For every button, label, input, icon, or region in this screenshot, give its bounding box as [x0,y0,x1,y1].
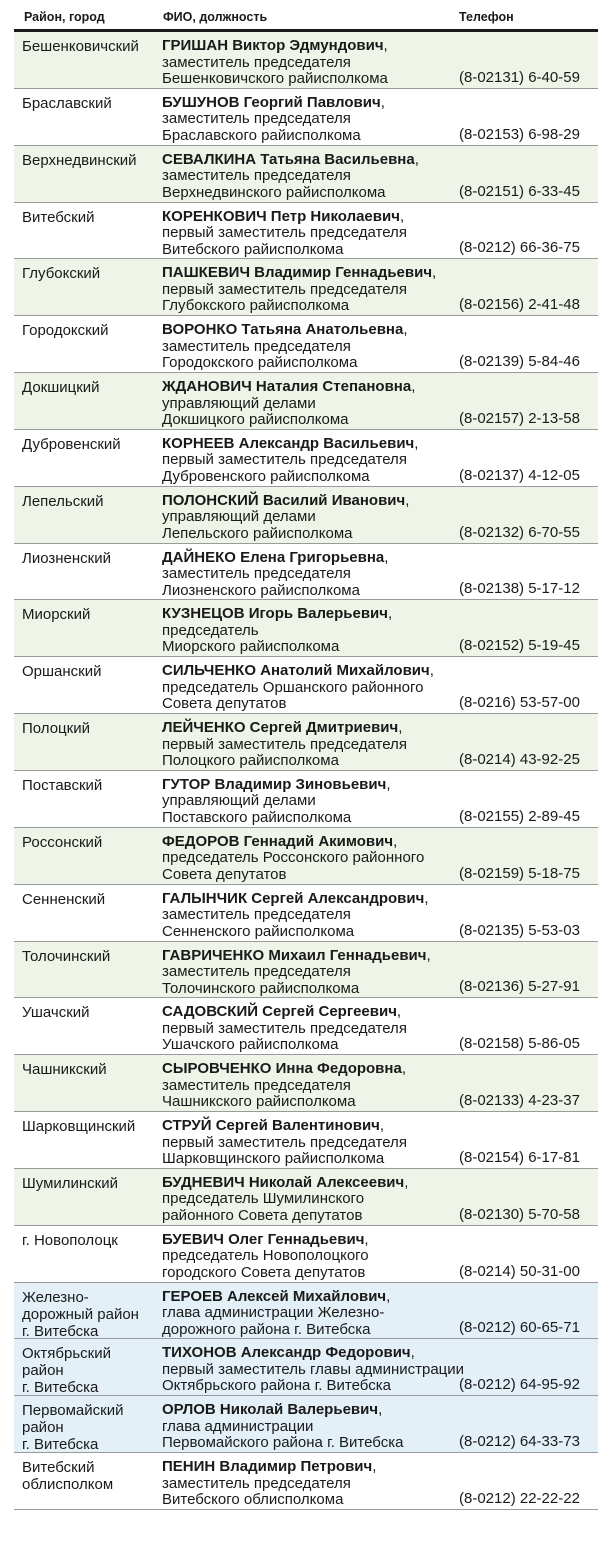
phone-cell: (8-02137) 4-12-05 [459,466,580,484]
person-name: ГУТОР Владимир Зиновьевич [162,775,387,793]
person-cell [162,1344,465,1395]
header-person: ФИО, должность [163,10,268,24]
phone-cell: (8-02151) 6-33-45 [459,182,580,200]
position-line-1: заместитель председателя [162,565,351,583]
district-cell: Поставский [22,776,103,794]
position-line-2: Поставского райисполкома [162,808,352,826]
position-line-2: дорожного района г. Витебска [162,1320,371,1338]
district-cell: Полоцкий [22,720,90,738]
person-name: СЕВАЛКИНА Татьяна Васильевна [162,150,415,168]
district-cell: Толочинский [22,947,111,965]
district-cell: Городокский [22,322,109,340]
person-name: ДАЙНЕКО Елена Григорьевна [162,548,385,566]
person-cell [162,1175,462,1225]
table-header [0,0,600,30]
name-comma: , [404,1173,409,1191]
table-row [14,771,598,828]
table-row [14,1396,598,1453]
person-name: ГАВРИЧЕНКО Михаил Геннадьевич [162,946,427,964]
position-line-1: председатель [162,621,259,639]
person-name: БУДНЕВИЧ Николай Алексеевич [162,1173,405,1191]
district-cell: Оршанский [22,663,102,681]
position-line-1: заместитель председателя [162,963,351,980]
position-line-2: Первомайского района г. Витебска [162,1434,404,1452]
person-cell [162,1118,462,1168]
table-row [14,316,598,373]
name-comma: , [384,548,389,566]
table-row [14,1283,598,1340]
phone-cell: (8-0216) 53-57-00 [459,694,580,712]
phone-cell: (8-02152) 5-19-45 [459,637,580,655]
position-line-2: Городокского райисполкома [162,354,358,372]
position-line-1: заместитель председателя [162,167,351,185]
name-comma: , [410,1344,415,1362]
position-line-2: Толочинского райисполкома [162,979,360,997]
name-comma: , [386,775,391,793]
person-cell [162,720,462,770]
phone-cell: (8-02130) 5-70-58 [459,1205,580,1223]
name-comma: , [426,946,431,964]
district-cell: Шарковщинский [22,1118,136,1136]
person-cell [162,1061,462,1111]
name-comma: , [424,889,429,907]
phone-cell: (8-02135) 5-53-03 [459,921,580,939]
table-row [14,1169,598,1226]
position-line-1: первый заместитель председателя [162,280,407,298]
position-line-2: Верхнедвинского райисполкома [162,183,386,201]
person-name: ЖДАНОВИЧ Наталия Степановна [162,378,412,396]
name-comma: , [403,321,408,339]
phone-cell: (8-0212) 22-22-22 [459,1489,580,1507]
position-line-2: городского Совета депутатов [162,1263,366,1281]
name-comma: , [364,1230,369,1248]
person-name: ОРЛОВ Николай Валерьевич [162,1401,379,1419]
phone-cell: (8-02136) 5-27-91 [459,978,580,996]
person-cell [162,1459,462,1509]
name-comma: , [411,378,416,396]
table-row [14,600,598,657]
person-name: ГЕРОЕВ Алексей Михайлович [162,1287,387,1305]
district-cell: Октябрьский район г. Витебска [22,1345,111,1397]
name-comma: , [393,832,398,850]
person-cell [162,379,462,429]
person-name: ГРИШАН Виктор Эдмундович [162,37,384,54]
district-cell: Железно- дорожный район г. Витебска [22,1288,139,1340]
person-cell [162,1289,462,1339]
position-line-2: Сенненского райисполкома [162,922,355,940]
name-comma: , [380,93,385,111]
position-line-2: Совета депутатов [162,865,287,883]
table-row [14,146,598,203]
person-cell [162,95,462,145]
district-cell: Россонский [22,833,103,851]
position-line-1: заместитель председателя [162,1474,351,1492]
position-line-2: Бешенковичского райисполкома [162,70,388,87]
position-line-2: Ушачского райисполкома [162,1036,339,1054]
person-cell [162,891,462,941]
contacts-table [14,32,598,1510]
person-name: ПОЛОНСКИЙ Василий Иванович [162,491,406,509]
position-line-2: Лепельского райисполкома [162,524,353,542]
phone-cell: (8-02156) 2-41-48 [459,296,580,314]
table-row [14,544,598,601]
table-row [14,1339,598,1396]
person-cell [162,948,462,998]
phone-cell: (8-02154) 6-17-81 [459,1148,580,1166]
name-comma: , [405,491,410,509]
phone-cell: (8-02133) 4-23-37 [459,1092,580,1110]
table-row [14,828,598,885]
person-name: ПЕНИН Владимир Петрович [162,1458,373,1476]
name-comma: , [388,605,393,623]
phone-cell: (8-02157) 2-13-58 [459,409,580,427]
position-line-2: Глубокского райисполкома [162,297,350,315]
person-cell [162,606,462,656]
position-line-1: управляющий делами [162,508,316,526]
district-cell: Браславский [22,94,112,112]
phone-cell: (8-02159) 5-18-75 [459,864,580,882]
person-name: ТИХОНОВ Александр Федорович [162,1344,411,1362]
position-line-2: Витебского облисполкома [162,1491,344,1509]
phone-cell: (8-0214) 50-31-00 [459,1262,580,1280]
person-name: КОРЕНКОВИЧ Петр Николаевич [162,207,400,225]
person-cell [162,265,462,315]
person-cell [162,777,462,827]
table-row [14,203,598,260]
position-line-1: первый заместитель председателя [162,1133,407,1151]
district-cell: Шумилинский [22,1174,119,1192]
name-comma: , [414,150,419,168]
district-cell: Миорский [22,606,91,624]
person-cell [162,1232,462,1282]
position-line-1: первый заместитель председателя [162,224,407,242]
phone-cell: (8-0214) 43-92-25 [459,750,580,768]
position-line-2: Шарковщинского райисполкома [162,1150,385,1168]
name-comma: , [386,1287,391,1305]
position-line-1: заместитель председателя [162,906,351,924]
name-comma: , [372,1458,377,1476]
district-cell: Лепельский [22,492,104,510]
person-name: ФЕДОРОВ Геннадий Акимович [162,832,394,850]
person-cell [162,1004,462,1054]
person-cell [162,209,462,259]
position-line-2: Лиозненского райисполкома [162,581,360,599]
position-line-2: Октябрьского района г. Витебска [162,1377,391,1395]
phone-cell: (8-02138) 5-17-12 [459,580,580,598]
table-row [14,1112,598,1169]
person-cell [162,663,462,713]
name-comma: , [429,662,434,680]
position-line-2: Миорского райисполкома [162,638,340,656]
header-phone: Телефон [459,10,514,24]
person-name: БУЕВИЧ Олег Геннадьевич [162,1230,365,1248]
phone-cell: (8-02131) 6-40-59 [459,68,580,86]
district-cell: Чашникский [22,1061,107,1079]
table-row [14,1055,598,1112]
position-line-2: районного Совета депутатов [162,1206,363,1224]
person-cell [162,493,462,543]
table-row [14,430,598,487]
position-line-2: Браславского райисполкома [162,126,361,144]
district-cell: Сенненский [22,890,106,908]
position-line-2: Дубровенского райисполкома [162,467,370,485]
table-row [14,373,598,430]
person-name: ЛЕЙЧЕНКО Сергей Дмитриевич [162,719,399,737]
position-line-1: первый заместитель председателя [162,451,407,469]
position-line-1: председатель Россонского районного [162,849,425,867]
table-row [14,1226,598,1283]
position-line-1: первый заместитель председателя [162,735,407,753]
table-row [14,89,598,146]
position-line-1: заместитель председателя [162,53,351,71]
person-cell [162,152,462,202]
person-cell [162,1402,462,1452]
person-cell [162,550,462,600]
position-line-2: Витебского райисполкома [162,240,344,258]
position-line-1: председатель Новополоцкого [162,1247,369,1265]
position-line-2: Докшицкого райисполкома [162,411,349,429]
person-name: БУШУНОВ Георгий Павлович [162,93,381,111]
person-name: ГАЛЫНЧИК Сергей Александрович [162,889,425,907]
person-name: ПАШКЕВИЧ Владимир Геннадьевич [162,264,433,282]
district-cell: Глубокский [22,265,101,283]
position-line-2: Чашникского райисполкома [162,1093,356,1111]
header-district: Район, город [24,10,105,24]
position-line-1: первый заместитель главы администрации [162,1360,465,1378]
name-comma: , [396,1003,402,1021]
name-comma: , [383,37,388,54]
district-cell: Первомайский район г. Витебска [22,1402,124,1454]
person-name: СЫРОВЧЕНКО Инна Федоровна [162,1060,402,1078]
name-comma: , [398,719,403,737]
person-name: КУЗНЕЦОВ Игорь Валерьевич [162,605,388,623]
table-row [14,885,598,942]
person-cell [162,436,462,486]
phone-cell: (8-0212) 64-33-73 [459,1433,580,1451]
district-cell: г. Новополоцк [22,1231,118,1249]
phone-cell: (8-02132) 6-70-55 [459,523,580,541]
name-comma: , [401,1060,406,1078]
table-row [14,714,598,771]
table-row [14,942,598,999]
phone-cell: (8-02153) 6-98-29 [459,125,580,143]
table-row [14,657,598,714]
person-name: САДОВСКИЙ Сергей Сергеевич [162,1003,397,1021]
phone-cell: (8-02155) 2-89-45 [459,807,580,825]
person-name: СТРУЙ Сергей Валентинович [162,1117,380,1135]
name-comma: , [414,434,419,452]
table-row [14,32,598,89]
position-line-1: заместитель председателя [162,110,351,128]
phone-cell: (8-0212) 64-95-92 [459,1376,580,1394]
name-comma: , [378,1401,383,1419]
name-comma: , [432,264,437,282]
person-cell [162,834,462,884]
position-line-1: управляющий делами [162,792,316,810]
table-row [14,998,598,1055]
district-cell: Бешенковичский [22,38,139,55]
position-line-2: Полоцкого райисполкома [162,752,339,770]
phone-cell: (8-02139) 5-84-46 [459,353,580,371]
name-comma: , [399,207,405,225]
phone-cell: (8-0212) 66-36-75 [459,239,580,257]
name-comma: , [379,1117,385,1135]
district-cell: Дубровенский [22,435,121,453]
position-line-2: Совета депутатов [162,695,287,713]
district-cell: Ушачский [22,1004,90,1022]
phone-cell: (8-0212) 60-65-71 [459,1319,580,1337]
phone-cell: (8-02158) 5-86-05 [459,1035,580,1053]
person-cell [162,322,462,372]
position-line-1: заместитель председателя [162,337,351,355]
position-line-1: председатель Шумилинского [162,1190,365,1208]
table-row [14,259,598,316]
district-cell: Докшицкий [22,379,100,397]
district-cell: Верхнедвинский [22,151,137,169]
person-cell [162,38,462,88]
table-row [14,487,598,544]
position-line-1: председатель Оршанского районного [162,678,424,696]
person-name: СИЛЬЧЕНКО Анатолий Михайлович [162,662,430,680]
district-cell: Витебский [22,208,95,226]
district-cell: Лиозненский [22,549,112,567]
position-line-1: управляющий делами [162,394,316,412]
position-line-1: глава администрации Железно- [162,1304,385,1322]
person-name: КОРНЕЕВ Александр Васильевич [162,434,415,452]
district-cell: Витебский облисполком [22,1459,114,1494]
position-line-1: глава администрации [162,1417,314,1435]
position-line-1: заместитель председателя [162,1076,351,1094]
position-line-1: первый заместитель председателя [162,1019,407,1037]
person-name: ВОРОНКО Татьяна Анатольевна [162,321,404,339]
table-row [14,1453,598,1510]
